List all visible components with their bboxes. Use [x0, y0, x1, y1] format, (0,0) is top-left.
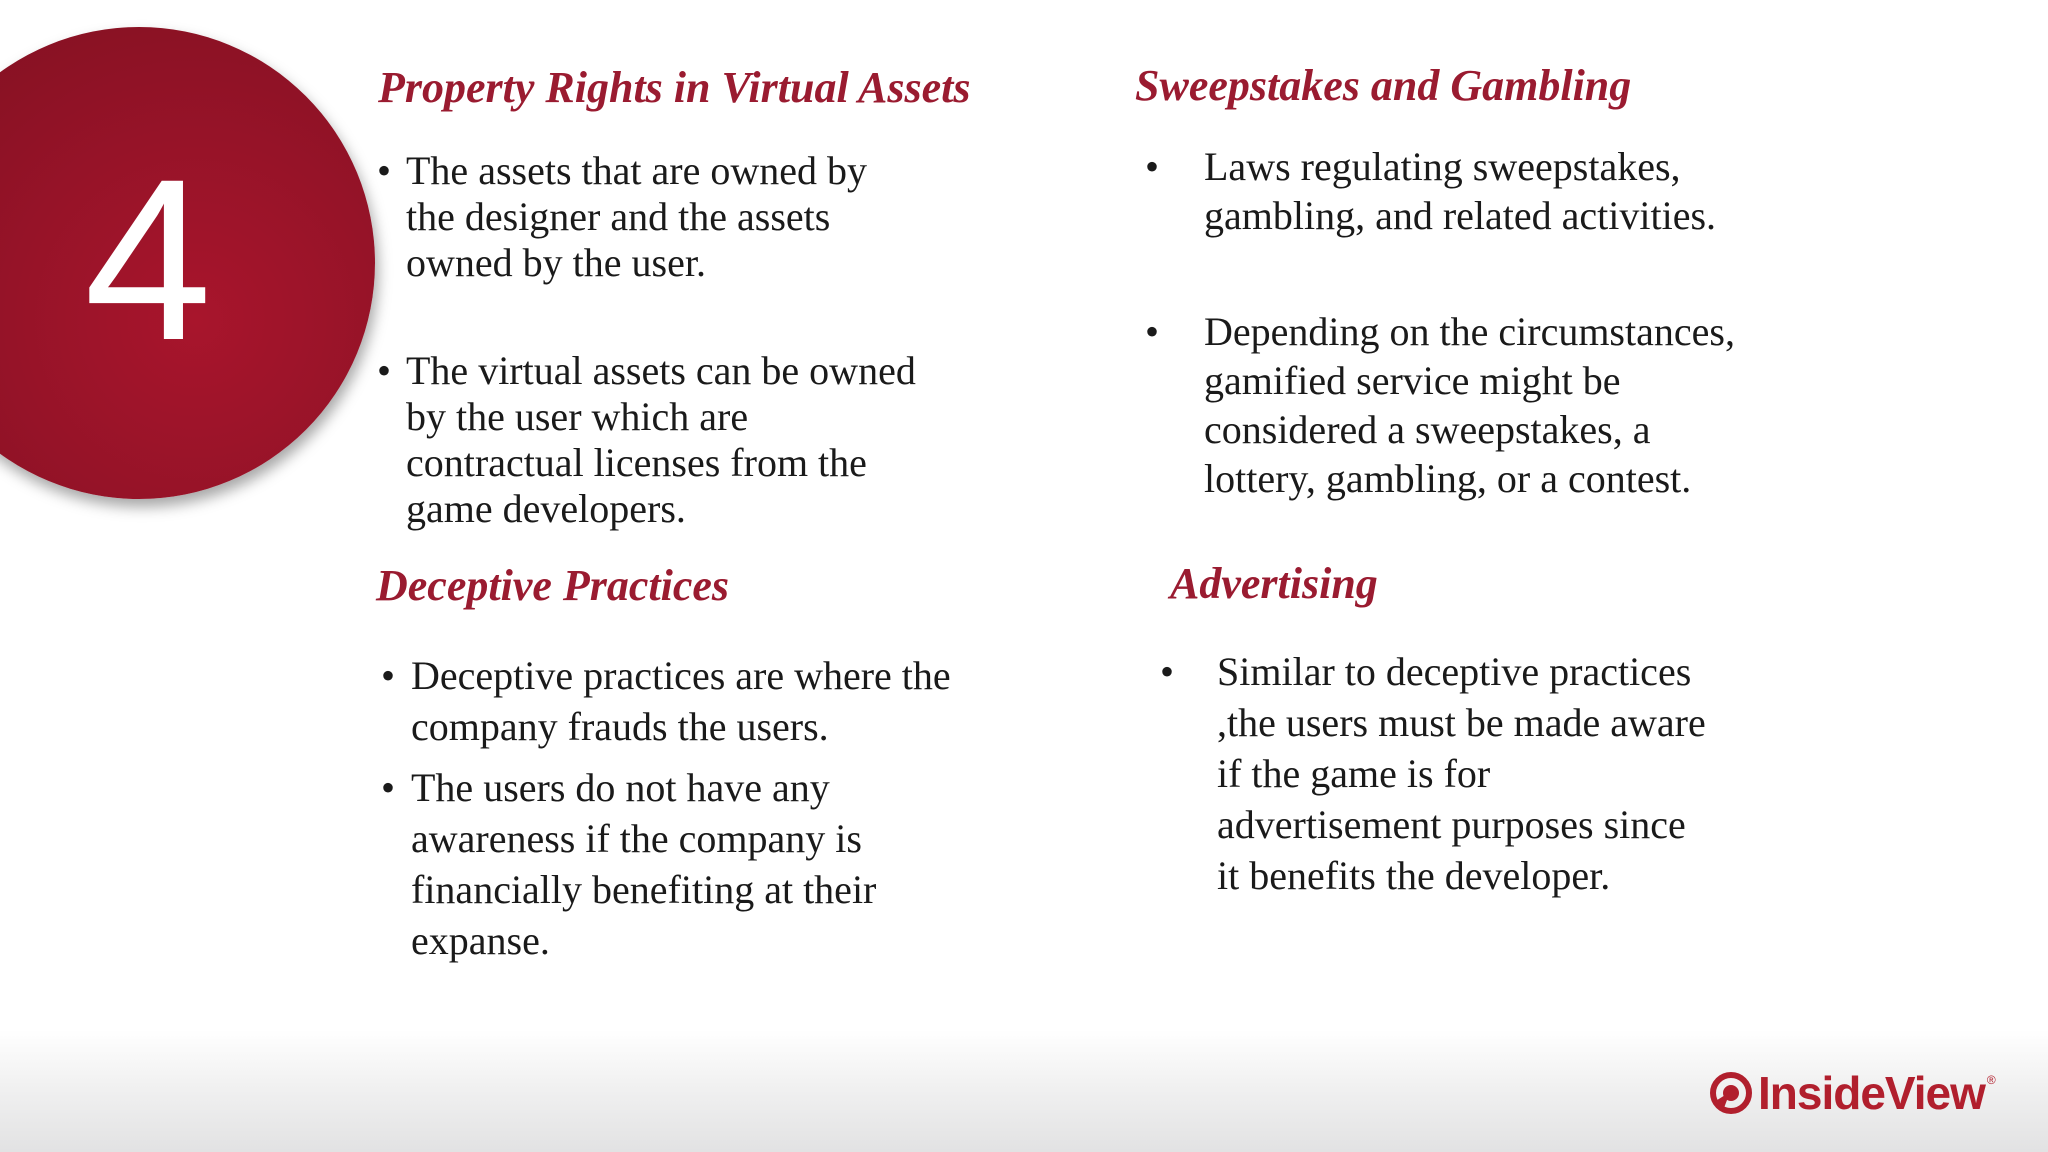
bullet-dot: • — [381, 653, 396, 698]
bullet-line: awareness if the company is — [411, 816, 862, 861]
insideview-logo-icon — [1710, 1072, 1752, 1114]
bullet-line: the designer and the assets — [406, 194, 831, 239]
bullet-line: considered a sweepstakes, a — [1204, 407, 1651, 452]
section-number: 4 — [84, 131, 212, 388]
heading-advertising: Advertising — [1170, 559, 1378, 608]
bullet-line: financially benefiting at their — [411, 867, 877, 912]
list-item — [1160, 646, 1706, 901]
bullet-line: company frauds the users. — [411, 704, 829, 749]
bullet-line: it benefits the developer. — [1217, 853, 1611, 898]
bullet-line: gamified service might be — [1204, 358, 1621, 403]
list-item — [381, 650, 951, 752]
property-rights-list — [377, 148, 916, 532]
bullet-dot: • — [377, 348, 392, 393]
bullet-line: advertisement purposes since — [1217, 802, 1686, 847]
list-item — [1145, 142, 1735, 240]
bullet-line: if the game is for — [1217, 751, 1491, 796]
bullet-line: Laws regulating sweepstakes, — [1204, 144, 1681, 189]
bullet-line: owned by the user. — [406, 240, 706, 285]
logo-text: InsideView — [1758, 1067, 1985, 1119]
section-number-badge — [0, 27, 375, 499]
heading-sweepstakes: Sweepstakes and Gambling — [1135, 61, 1632, 110]
bullet-dot: • — [377, 148, 392, 193]
heading-deceptive-practices: Deceptive Practices — [376, 561, 730, 610]
advertising-list — [1160, 646, 1706, 901]
bullet-line: by the user which are — [406, 394, 749, 439]
list-item — [377, 148, 916, 286]
bullet-dot: • — [1145, 144, 1160, 189]
bullet-line: The virtual assets can be owned — [406, 348, 916, 393]
bullet-line: Deceptive practices are where the — [411, 653, 951, 698]
deceptive-practices-list — [381, 650, 951, 966]
bullet-dot: • — [1160, 649, 1175, 694]
bullet-line: The assets that are owned by — [406, 148, 867, 193]
bullet-dot: • — [381, 765, 396, 810]
bullet-dot: • — [1145, 309, 1160, 354]
bullet-line: contractual licenses from the — [406, 440, 867, 485]
list-item — [377, 348, 916, 532]
sweepstakes-list — [1145, 142, 1735, 503]
heading-property-rights: Property Rights in Virtual Assets — [378, 63, 971, 112]
list-item — [381, 762, 951, 966]
bullet-line: Similar to deceptive practices — [1217, 649, 1692, 694]
bullet-line: The users do not have any — [411, 765, 830, 810]
registered-mark: ® — [1986, 1073, 1996, 1087]
bullet-line: Depending on the circumstances, — [1204, 309, 1735, 354]
bullet-line: ,the users must be made aware — [1217, 700, 1706, 745]
list-item — [1145, 307, 1735, 503]
bullet-line: lottery, gambling, or a contest. — [1204, 456, 1692, 501]
bullet-line: expanse. — [411, 918, 550, 963]
bullet-line: gambling, and related activities. — [1204, 193, 1717, 238]
insideview-logo — [1710, 1065, 1996, 1121]
bullet-line: game developers. — [406, 486, 686, 531]
